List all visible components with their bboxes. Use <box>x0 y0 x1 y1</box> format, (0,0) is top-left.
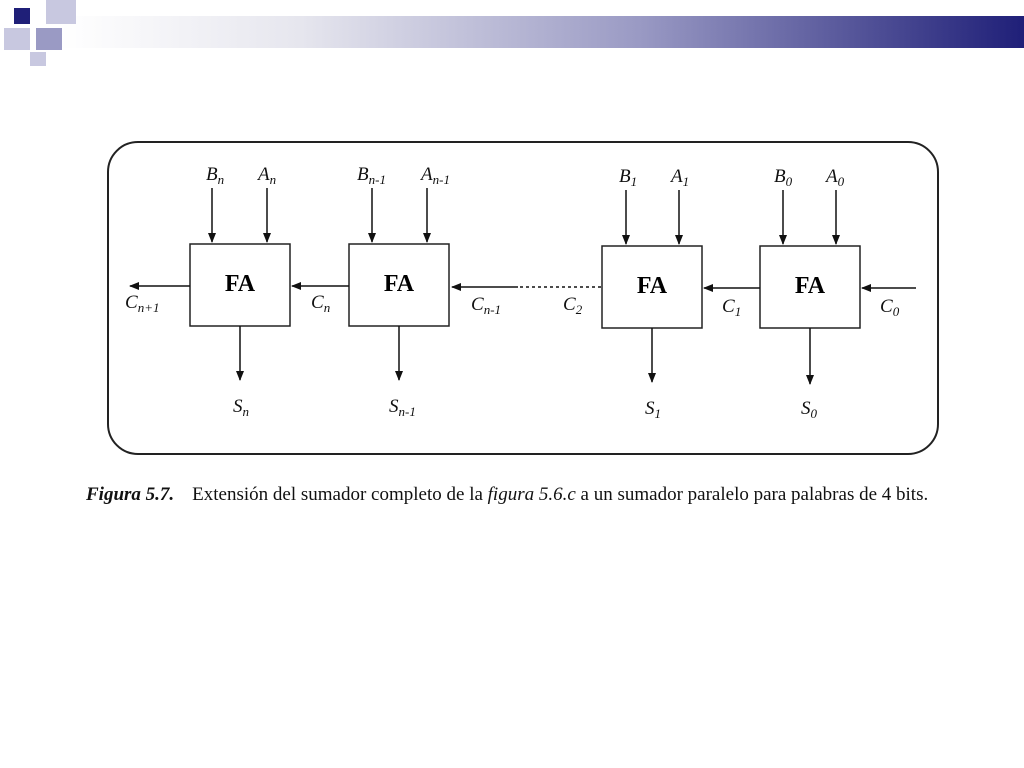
caption-label: Figura 5.7. <box>86 484 175 505</box>
label-s1: $S_1$ <box>645 398 661 421</box>
figure-caption <box>86 484 986 506</box>
label-bn-1: $B_{n-1}$ <box>357 164 386 187</box>
fa-block-1 <box>602 246 702 328</box>
label-b0: $B_0$ <box>774 166 793 189</box>
output-arrows <box>240 326 810 384</box>
label-cn-minus-1: $C_{n-1}$ <box>471 294 502 317</box>
fa-block-0 <box>760 246 860 328</box>
caption-text-before: Extensión del sumador completo de la <box>192 484 488 505</box>
label-sn: $S_n$ <box>233 396 249 419</box>
fa-label: FA <box>636 273 668 299</box>
label-a1: $A_1$ <box>671 166 690 189</box>
label-c2: $C_2$ <box>563 294 583 317</box>
label-an: $A_n$ <box>258 164 277 187</box>
caption-text-after: a un sumador paralelo para palabras de 4 bits. <box>575 484 929 505</box>
label-bn: $B_n$ <box>206 164 225 187</box>
fa-block-n <box>190 244 290 326</box>
label-an-1: $A_{n-1}$ <box>421 164 450 187</box>
label-sn-1: $S_{n-1}$ <box>389 396 416 419</box>
label-cn: $C_n$ <box>311 292 331 315</box>
label-c1: $C_1$ <box>722 296 742 319</box>
input-arrows <box>212 188 836 244</box>
fa-block-n-1 <box>349 244 449 326</box>
fa-label: FA <box>224 271 256 297</box>
label-c0: $C_0$ <box>880 296 900 319</box>
fa-label: FA <box>794 273 826 299</box>
label-a0: $A_0$ <box>826 166 845 189</box>
label-cn-plus-1: $C_{n+1}$ <box>125 292 160 315</box>
fa-label: FA <box>383 271 415 297</box>
caption-italic-ref: figura 5.6.c <box>487 484 576 505</box>
label-b1: $B_1$ <box>619 166 638 189</box>
label-s0: $S_0$ <box>801 398 817 421</box>
